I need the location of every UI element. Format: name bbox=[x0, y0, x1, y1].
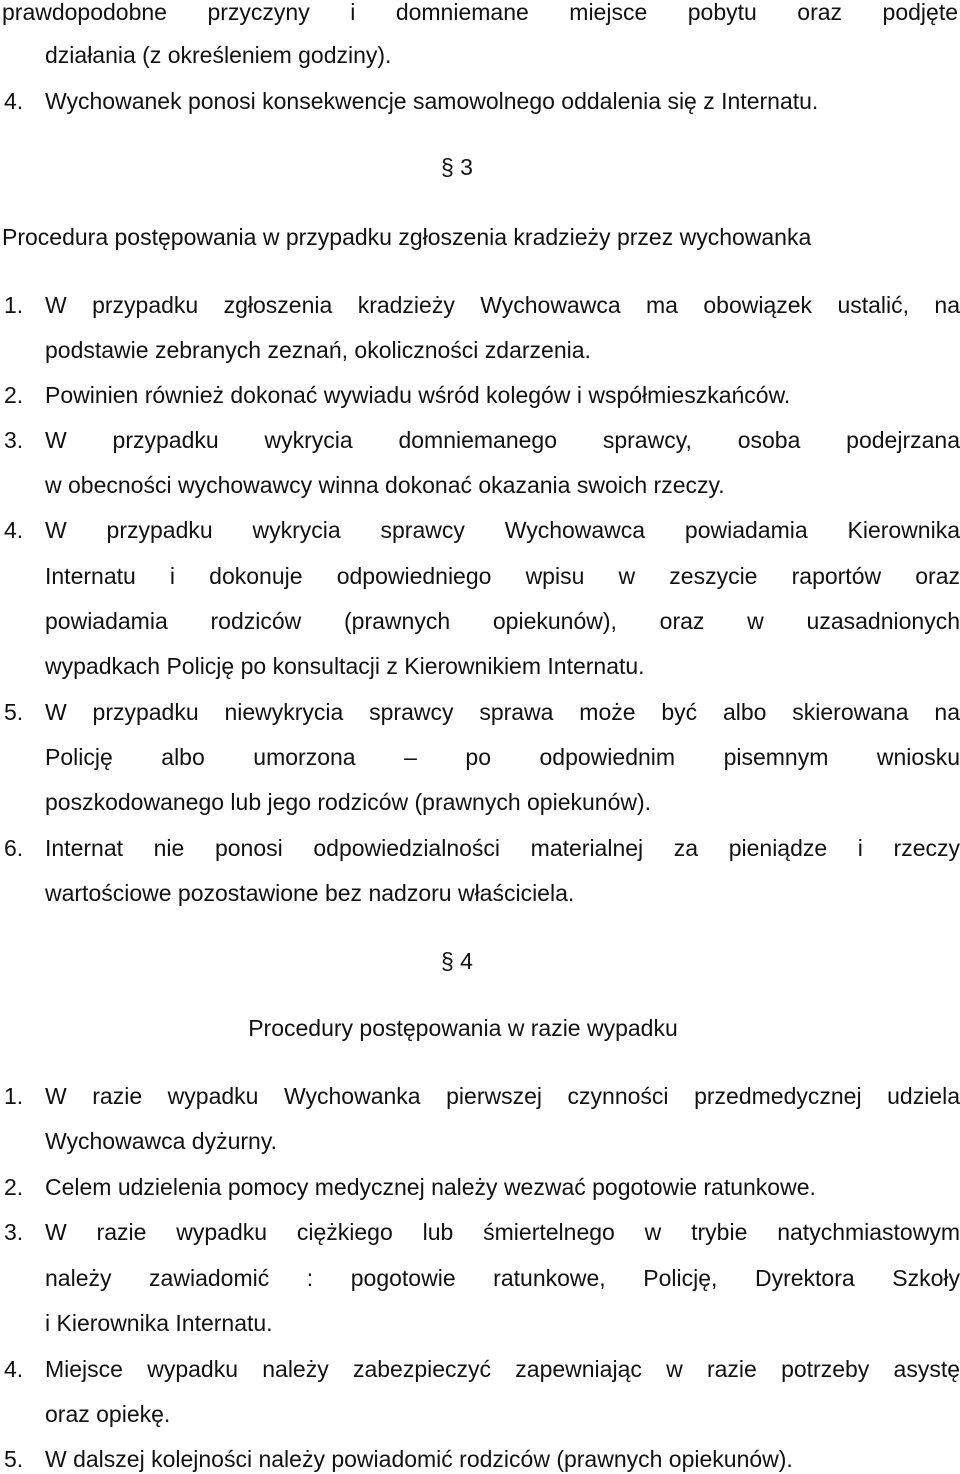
list-text: W przypadku niewykrycia sprawcy sprawa może być albo skierowana na bbox=[45, 699, 960, 725]
list-text: W dalszej kolejności należy powiadomić rodziców (prawnych opiekunów). bbox=[45, 1446, 793, 1472]
paragraph-line: działania (z określeniem godziny). bbox=[45, 42, 392, 68]
list-item bbox=[0, 1172, 960, 1202]
list-text: wypadkach Policję po konsultacji z Kierownikiem Internatu. bbox=[45, 653, 645, 679]
paragraph-line: prawdopodobne przyczyny i domniemane miejsce pobytu oraz podjęte bbox=[2, 0, 958, 25]
list-item bbox=[0, 1081, 960, 1111]
list-item bbox=[0, 1217, 960, 1247]
list-text: W przypadku wykrycia domniemanego sprawcy, osoba podejrzana bbox=[45, 427, 960, 453]
section-number: § 4 bbox=[441, 948, 473, 974]
list-item bbox=[0, 833, 960, 863]
list-text: należy zawiadomić : pogotowie ratunkowe, Policję, Dyrektora Szkoły bbox=[45, 1265, 960, 1291]
list-text: W razie wypadku ciężkiego lub śmiertelnego w trybie natychmiastowym bbox=[45, 1219, 960, 1245]
list-text: oraz opiekę. bbox=[45, 1401, 171, 1427]
list-item bbox=[0, 1444, 960, 1474]
list-item bbox=[0, 425, 960, 455]
list-text: W przypadku zgłoszenia kradzieży Wychowawca ma obowiązek ustalić, na bbox=[45, 292, 960, 318]
list-number: 2. bbox=[4, 382, 24, 408]
list-item bbox=[0, 380, 960, 410]
list-number: 3. bbox=[4, 427, 24, 453]
list-number: 6. bbox=[4, 835, 24, 861]
list-text: podstawie zebranych zeznań, okoliczności zdarzenia. bbox=[45, 337, 591, 363]
list-item bbox=[0, 697, 960, 727]
list-number: 4. bbox=[4, 1356, 24, 1382]
list-text: Powinien również dokonać wywiadu wśród kolegów i współmieszkańców. bbox=[45, 382, 791, 408]
list-text: Internatu i dokonuje odpowiedniego wpisu w zeszycie raportów oraz bbox=[45, 563, 960, 589]
list-item bbox=[0, 86, 960, 116]
list-item bbox=[0, 515, 960, 545]
list-number: 4. bbox=[4, 88, 24, 114]
list-text: Miejsce wypadku należy zabezpieczyć zapewniając w razie potrzeby asystę bbox=[45, 1356, 960, 1382]
list-text: W razie wypadku Wychowanka pierwszej czynności przedmedycznej udziela bbox=[45, 1083, 960, 1109]
section-title: Procedura postępowania w przypadku zgłoszenia kradzieży przez wychowanka bbox=[2, 224, 812, 250]
list-text: Wychowawca dyżurny. bbox=[45, 1128, 277, 1154]
list-item bbox=[0, 290, 960, 320]
section-number: § 3 bbox=[441, 154, 473, 180]
list-text: Policję albo umorzona – po odpowiednim pisemnym wniosku bbox=[45, 744, 960, 770]
list-number: 3. bbox=[4, 1219, 24, 1245]
list-number: 1. bbox=[4, 292, 24, 318]
list-number: 5. bbox=[4, 699, 24, 725]
list-text: Celem udzielenia pomocy medycznej należy wezwać pogotowie ratunkowe. bbox=[45, 1174, 816, 1200]
list-text: powiadamia rodziców (prawnych opiekunów), oraz w uzasadnionych bbox=[45, 608, 960, 634]
list-text: w obecności wychowawcy winna dokonać okazania swoich rzeczy. bbox=[45, 472, 725, 498]
list-number: 4. bbox=[4, 517, 24, 543]
list-text: wartościowe pozostawione bez nadzoru właściciela. bbox=[45, 880, 575, 906]
list-item bbox=[0, 1354, 960, 1384]
list-text: W przypadku wykrycia sprawcy Wychowawca powiadamia Kierownika bbox=[45, 517, 960, 543]
list-number: 5. bbox=[4, 1446, 24, 1472]
list-text: Internat nie ponosi odpowiedzialności materialnej za pieniądze i rzeczy bbox=[45, 835, 960, 861]
section-title: Procedury postępowania w razie wypadku bbox=[248, 1015, 678, 1041]
list-text: i Kierownika Internatu. bbox=[45, 1310, 273, 1336]
list-number: 2. bbox=[4, 1174, 24, 1200]
list-text: poszkodowanego lub jego rodziców (prawnych opiekunów). bbox=[45, 789, 652, 815]
list-number: 1. bbox=[4, 1083, 24, 1109]
list-text: Wychowanek ponosi konsekwencje samowolnego oddalenia się z Internatu. bbox=[45, 88, 819, 114]
